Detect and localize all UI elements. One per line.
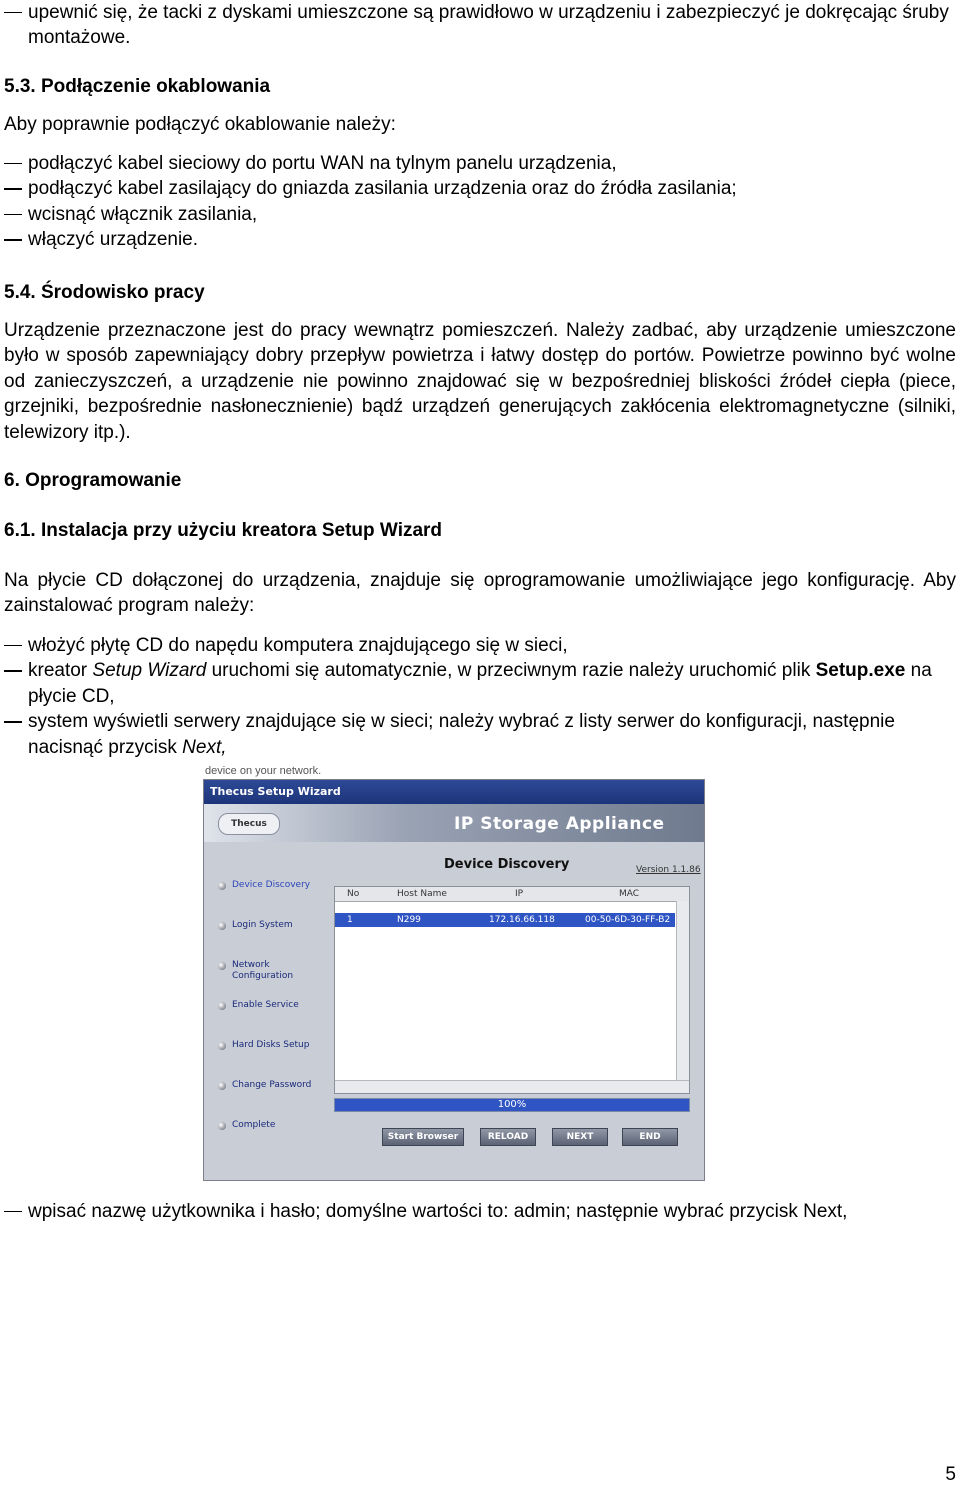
list-item: wpisać nazwę użytkownika i hasło; domyślne wartości to: admin; następnie wybrać przycisk Next,	[4, 1199, 956, 1224]
next-italic: Next,	[182, 736, 227, 758]
section-heading-5-4: 5.4. Środowisko pracy	[4, 282, 205, 303]
wizard-header	[204, 804, 704, 842]
list-item: włączyć urządzenie.	[4, 227, 956, 252]
section-5-3-intro: Aby poprawnie podłączyć okablowanie należy:	[4, 114, 396, 135]
section-5-4-body: Urządzenie przeznaczone jest do pracy wewnątrz pomieszczeń. Należy zadbać, aby urządzenie umieszczone było w sposób zapewniający dobry przepływ powietrza i łatwy dostęp do portów. Powietrze powinno być wolne od zanieczyszczeń, a urządzenie nie powinno znajdować się w bezpośredniej bliskości źródeł ciepła (piece, grzejniki, bezpośrednie nasłonecznienie) bądź urządzeń generujących zakłócenia elektromagnetyczne (silniki, telewizory itp.).	[4, 320, 956, 443]
bullet-icon	[218, 882, 226, 890]
progress-bar	[334, 1098, 690, 1112]
bullet-icon	[218, 1042, 226, 1050]
cabling-steps-list	[4, 151, 956, 253]
table-row[interactable]: 1 N299 172.16.66.118 00-50-6D-30-FF-B2	[335, 913, 675, 927]
device-table[interactable]	[334, 886, 690, 1094]
sidebar-item-complete[interactable]: Complete	[212, 1120, 322, 1160]
list-item: kreator Setup Wizard uruchomi się automatycznie, w przeciwnym razie należy uruchomić plik Setup.exe na płycie CD,	[4, 658, 956, 709]
bullet-icon	[218, 1082, 226, 1090]
list-item: podłączyć kabel sieciowy do portu WAN na tylnym panelu urządzenia,	[4, 151, 956, 176]
section-heading-5-3: 5.3. Podłączenie okablowania	[4, 76, 271, 97]
section-6-1-body: Na płycie CD dołączonej do urządzenia, znajduje się oprogramowanie umożliwiające jego konfigurację. Aby zainstalować program należy:	[4, 570, 956, 617]
thecus-logo: Thecus	[218, 813, 280, 835]
setup-wizard-italic: Setup Wizard	[92, 660, 207, 682]
horizontal-scrollbar[interactable]	[335, 1080, 689, 1093]
wizard-sidebar	[212, 880, 322, 1160]
brand-title: IP Storage Appliance	[454, 814, 665, 834]
sidebar-item-change-password[interactable]: Change Password	[212, 1080, 322, 1120]
wizard-title-bar: Thecus Setup Wizard	[204, 780, 704, 804]
sidebar-item-enable-service[interactable]: Enable Service	[212, 1000, 322, 1040]
table-header	[335, 887, 689, 902]
page-number: 5	[945, 1464, 956, 1485]
list-item: upewnić się, że tacki z dyskami umieszczone są prawidłowo w urządzeniu i zabezpieczyć je dokręcając śruby montażowe.	[4, 0, 956, 51]
sidebar-item-network-configuration[interactable]: Network Configuration	[212, 960, 322, 1000]
start-browser-button[interactable]: Start Browser	[382, 1128, 464, 1146]
column-host-name[interactable]: Host Name	[397, 889, 447, 899]
sidebar-item-hard-disks-setup[interactable]: Hard Disks Setup	[212, 1040, 322, 1080]
section-heading-6: 6. Oprogramowanie	[4, 470, 182, 491]
list-item: włożyć płytę CD do napędu komputera znajdującego się w sieci,	[4, 633, 956, 658]
bullet-icon	[218, 962, 226, 970]
column-ip[interactable]: IP	[515, 889, 524, 899]
list-item: wcisnąć włącznik zasilania,	[4, 202, 956, 227]
bullet-icon	[218, 922, 226, 930]
top-list	[4, 0, 956, 51]
column-no[interactable]: No	[347, 889, 360, 899]
sidebar-item-device-discovery[interactable]: Device Discovery	[212, 880, 322, 920]
section-heading-6-1: 6.1. Instalacja przy użyciu kreatora Setup Wizard	[4, 520, 443, 541]
bullet-icon	[218, 1002, 226, 1010]
next-button[interactable]: NEXT	[552, 1128, 608, 1146]
list-item: podłączyć kabel zasilający do gniazda zasilania urządzenia oraz do źródła zasilania;	[4, 176, 956, 201]
login-step-list	[4, 1199, 956, 1224]
bullet-icon	[218, 1122, 226, 1130]
version-link[interactable]: Version 1.1.86	[636, 865, 701, 875]
list-item: system wyświetli serwery znajdujące się w sieci; należy wybrać z listy serwer do konfiguracji, następnie nacisnąć przycisk Next,	[4, 709, 956, 760]
vertical-scrollbar[interactable]	[676, 901, 689, 1093]
device-discovery-title: Device Discovery	[444, 857, 570, 872]
screenshot-caption-fragment: device on your network.	[205, 765, 322, 777]
column-mac[interactable]: MAC	[619, 889, 640, 899]
setup-wizard-screenshot	[203, 779, 705, 1181]
progress-label: 100%	[497, 1099, 527, 1110]
reload-button[interactable]: RELOAD	[480, 1128, 536, 1146]
sidebar-item-login-system[interactable]: Login System	[212, 920, 322, 960]
end-button[interactable]: END	[622, 1128, 678, 1146]
setup-exe-bold: Setup.exe	[815, 660, 906, 682]
install-steps-list	[4, 633, 956, 760]
